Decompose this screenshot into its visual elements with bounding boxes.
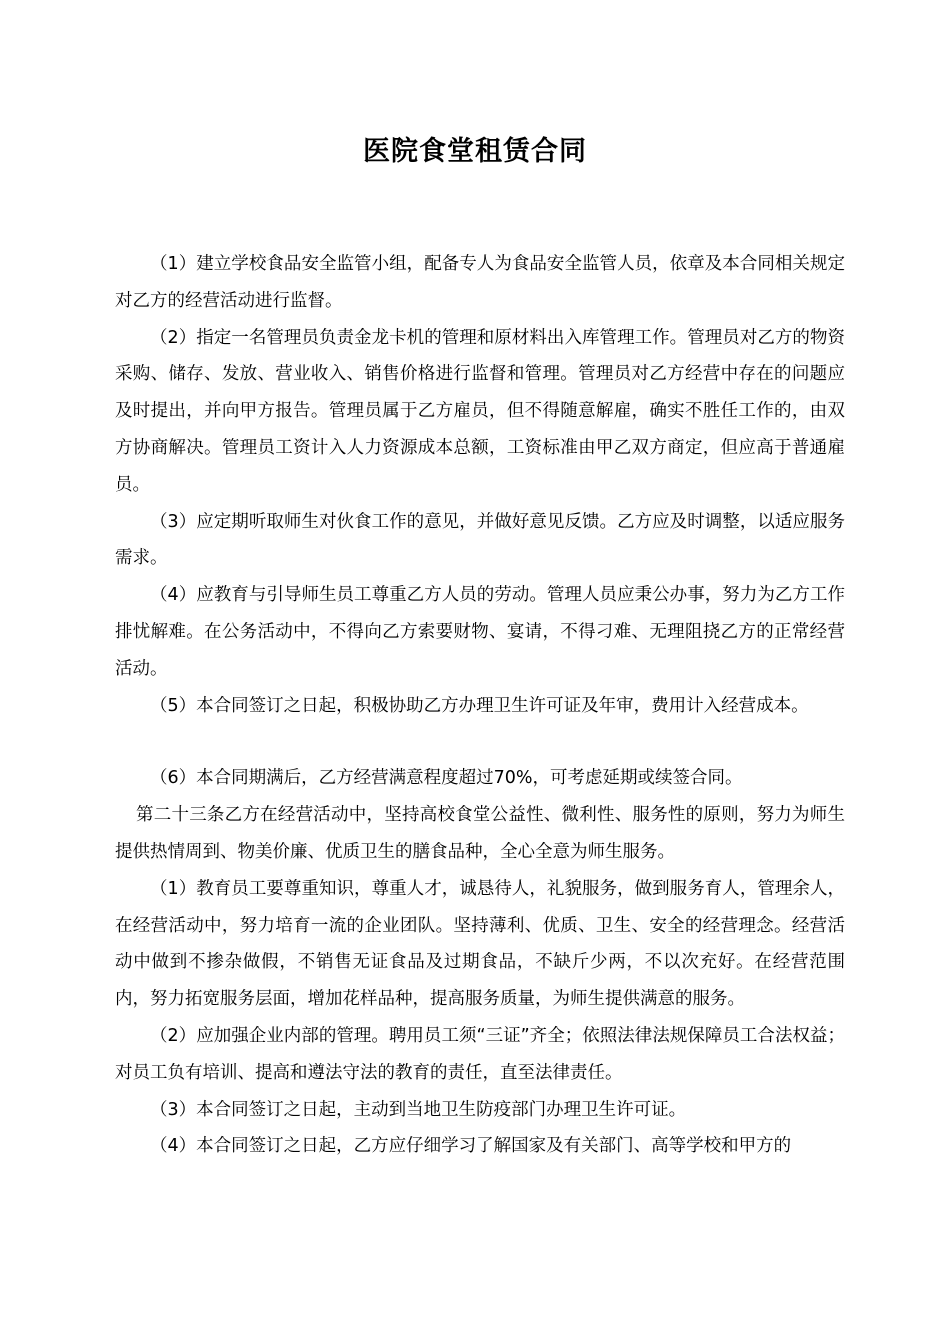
paragraph-clause-5: （5）本合同签订之日起，积极协助乙方办理卫生许可证及年审，费用计入经营成本。: [150, 695, 809, 716]
paragraph-article-23: 第二十三条乙方在经营活动中，坚持高校食堂公益性、微利性、服务性的原则，努力为师生提供热情周到、物美价廉、优质卫生的膳食品种，全心全意为师生服务。: [115, 805, 845, 862]
paragraph-clause-1: （1）建立学校食品安全监管小组，配备专人为食品安全监管人员，依章及本合同相关规定对乙方的经营活动进行监督。: [115, 254, 845, 311]
document-body: [115, 246, 845, 1165]
paragraph-clause-3: （3）应定期听取师生对伙食工作的意见，并做好意见反馈。乙方应及时调整，以适应服务需求。: [115, 511, 845, 569]
paragraph-clause-6: （6）本合同期满后，乙方经营满意程度超过70%，可考虑延期或续签合同。: [150, 768, 743, 789]
paragraph-article-23-clause-2: （2）应加强企业内部的管理。聘用员工须“三证”齐全；依照法律法规保障员工合法权益；对员工负有培训、提高和遵法守法的教育的责任，直至法律责任。: [115, 1025, 845, 1083]
paragraph-clause-4: （4）应教育与引导师生员工尊重乙方人员的劳动。管理人员应秉公办事，努力为乙方工作排忧解难。在公务活动中，不得向乙方索要财物、宴请，不得刁难、无理阻挠乙方的正常经营活动。: [115, 585, 845, 679]
document-title: 医院食堂租赁合同: [363, 136, 587, 167]
paragraph-article-23-clause-1: （1）教育员工要尊重知识，尊重人才，诚恳待人，礼貌服务，做到服务育人，管理余人，在经营活动中，努力培育一流的企业团队。坚持薄利、优质、卫生、安全的经营理念。经营活动中做到不掺杂做假，不销售无证食品及过期食品，不缺斤少两，不以次充好。在经营范围内，努力拓宽服务层面，增加花样品种，提高服务质量，为师生提供满意的服务。: [115, 878, 845, 1010]
paragraph-article-23-clause-4: （4）本合同签订之日起，乙方应仔细学习了解国家及有关部门、高等学校和甲方的: [150, 1136, 792, 1157]
paragraph-clause-2: （2）指定一名管理员负责金龙卡机的管理和原材料出入库管理工作。管理员对乙方的物资采购、储存、发放、营业收入、销售价格进行监督和管理。管理员对乙方经营中存在的问题应及时提出，并向甲方报告。管理员属于乙方雇员，但不得随意解雇，确实不胜任工作的，由双方协商解决。管理员工资计入人力资源成本总额，工资标准由甲乙双方商定，但应高于普通雇员。: [115, 327, 845, 495]
paragraph-article-23-clause-3: （3）本合同签订之日起，主动到当地卫生防疫部门办理卫生许可证。: [150, 1099, 687, 1120]
